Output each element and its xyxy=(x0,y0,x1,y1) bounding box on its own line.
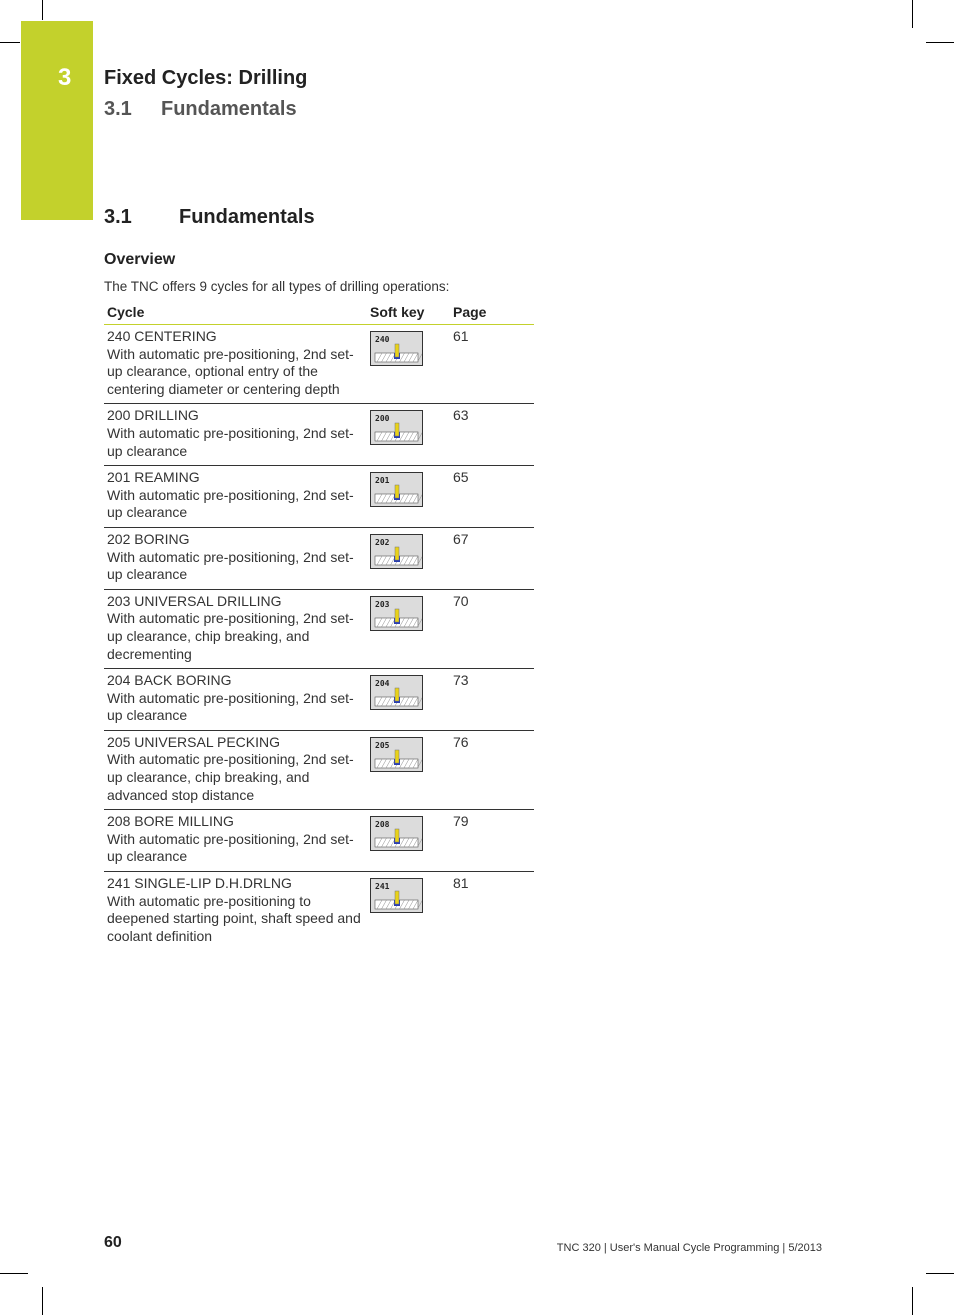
page-cell: 61 xyxy=(450,325,534,404)
cycle-cell xyxy=(104,730,367,809)
table-row xyxy=(104,730,534,809)
cycle-name: 241 SINGLE-LIP D.H.DRLNG xyxy=(107,875,292,892)
page-cell: 81 xyxy=(453,875,469,892)
table-row xyxy=(104,325,534,404)
page-cell: 70 xyxy=(450,589,534,668)
cycle-cell xyxy=(104,669,367,731)
softkey-208[interactable] xyxy=(370,816,423,851)
drill-cycle-icon xyxy=(371,738,422,771)
drill-cycle-icon xyxy=(371,879,422,912)
cycle-description: With automatic pre-positioning, 2nd set-up clearance xyxy=(107,548,354,583)
softkey-label: 201 xyxy=(375,476,390,486)
cycles-table xyxy=(104,302,534,950)
header-page: Page xyxy=(450,302,534,325)
table-header-row xyxy=(104,302,534,325)
crop-mark xyxy=(0,42,20,43)
drill-cycle-icon xyxy=(371,676,422,709)
softkey-202[interactable] xyxy=(370,534,423,569)
drill-cycle-icon xyxy=(371,332,422,365)
chapter-section-heading xyxy=(104,98,297,121)
tool-shape xyxy=(395,485,399,498)
cycle-description: With automatic pre-positioning, 2nd set-up clearance xyxy=(107,689,354,724)
softkey-cell xyxy=(367,466,450,528)
cycle-description: With automatic pre-positioning to deepened starting point, shaft speed and coolant definition xyxy=(107,892,361,944)
table-row xyxy=(104,527,534,589)
header-cycle: Cycle xyxy=(104,302,367,325)
softkey-label: 240 xyxy=(375,335,390,344)
tool-shape xyxy=(395,423,399,436)
cycle-cell xyxy=(104,466,367,528)
cycle-description: With automatic pre-positioning, 2nd set-up clearance, chip breaking, and decrementing xyxy=(107,610,354,662)
table-row xyxy=(104,669,534,731)
cycle-description: With automatic pre-positioning, 2nd set-up clearance xyxy=(107,830,354,865)
tool-shape xyxy=(395,609,399,622)
tool-shape xyxy=(395,829,399,842)
softkey-205[interactable] xyxy=(370,737,423,772)
tool-shape xyxy=(395,688,399,701)
softkey-241[interactable] xyxy=(370,878,423,913)
softkey-cell xyxy=(367,404,450,466)
softkey-label: 203 xyxy=(375,599,390,609)
page-cell: 79 xyxy=(450,810,534,872)
cycle-description: With automatic pre-positioning, 2nd set-up clearance, chip breaking, and advanced stop distance xyxy=(107,751,354,803)
crop-mark xyxy=(926,1273,954,1274)
table-row xyxy=(104,404,534,466)
softkey-204[interactable] xyxy=(370,675,423,710)
crop-mark xyxy=(42,0,43,20)
softkey-201[interactable] xyxy=(370,472,423,507)
chapter-title: Fixed Cycles: Drilling xyxy=(104,67,308,89)
cycle-cell xyxy=(104,527,367,589)
tool-shape xyxy=(395,344,399,357)
table-row xyxy=(104,872,534,951)
page-cell: 63 xyxy=(450,404,534,466)
softkey-label: 200 xyxy=(375,414,390,424)
chapter-section-title: Fundamentals xyxy=(161,98,297,120)
cycle-description: With automatic pre-positioning, 2nd set-up clearance xyxy=(107,424,354,459)
chapter-band xyxy=(21,21,93,220)
softkey-240[interactable] xyxy=(370,331,423,366)
page-number: 60 xyxy=(104,1234,122,1251)
chapter-section-number: 3.1 xyxy=(104,98,132,120)
cycle-cell xyxy=(104,872,367,951)
cycle-cell xyxy=(104,325,367,404)
section-title xyxy=(104,206,315,229)
drill-cycle-icon xyxy=(371,473,422,506)
softkey-label: 204 xyxy=(375,679,390,689)
tool-shape xyxy=(395,547,399,560)
crop-mark xyxy=(0,1273,28,1274)
page-cell: 65 xyxy=(450,466,534,528)
page-cell: 73 xyxy=(450,669,534,731)
chapter-number: 3 xyxy=(58,64,72,91)
page-cell: 76 xyxy=(450,730,534,809)
section-title-text: Fundamentals xyxy=(179,206,315,228)
header-softkey: Soft key xyxy=(367,302,450,325)
crop-mark xyxy=(926,42,954,43)
cycle-name: 201 REAMING xyxy=(107,469,200,486)
drill-cycle-icon xyxy=(371,817,422,850)
softkey-cell xyxy=(367,589,450,668)
cycle-description: With automatic pre-positioning, 2nd set-up clearance xyxy=(107,486,354,521)
softkey-cell xyxy=(367,669,450,731)
section-number: 3.1 xyxy=(104,206,132,228)
crop-mark xyxy=(912,1287,913,1315)
intro-text: The TNC offers 9 cycles for all types of drilling operations: xyxy=(104,279,450,294)
softkey-label: 208 xyxy=(375,820,390,830)
cycle-name: 200 DRILLING xyxy=(107,407,199,424)
softkey-cell xyxy=(367,730,450,809)
cycle-description: With automatic pre-positioning, 2nd set-up clearance, optional entry of the centering diameter or centering depth xyxy=(107,345,354,397)
drill-cycle-icon xyxy=(371,535,422,568)
softkey-label: 205 xyxy=(375,740,390,750)
cycle-name: 203 UNIVERSAL DRILLING xyxy=(107,592,282,609)
footer-text: TNC 320 | User's Manual Cycle Programming | 5/2013 xyxy=(556,1242,822,1254)
table-row xyxy=(104,589,534,668)
subsection-title: Overview xyxy=(104,251,176,268)
cycle-name: 205 UNIVERSAL PECKING xyxy=(107,733,280,750)
softkey-cell xyxy=(367,325,450,404)
softkey-label: 241 xyxy=(375,882,390,892)
drill-cycle-icon xyxy=(371,411,422,444)
page-cell: 67 xyxy=(450,527,534,589)
tool-shape xyxy=(395,891,399,904)
softkey-label: 202 xyxy=(375,537,390,547)
softkey-cell xyxy=(367,527,450,589)
crop-mark xyxy=(42,1287,43,1315)
cycle-cell xyxy=(104,810,367,872)
softkey-cell xyxy=(367,872,450,951)
softkey-203[interactable] xyxy=(370,596,423,631)
cycle-name: 202 BORING xyxy=(107,530,190,547)
crop-mark xyxy=(912,0,913,28)
cycle-name: 240 CENTERING xyxy=(107,328,217,344)
drill-cycle-icon xyxy=(371,597,422,630)
tool-shape xyxy=(395,750,399,763)
table-row xyxy=(104,466,534,528)
cycle-name: 204 BACK BORING xyxy=(107,672,232,689)
table-row xyxy=(104,810,534,872)
cycle-name: 208 BORE MILLING xyxy=(107,813,234,830)
softkey-cell xyxy=(367,810,450,872)
cycle-cell xyxy=(104,589,367,668)
softkey-200[interactable] xyxy=(370,410,423,445)
cycle-cell xyxy=(104,404,367,466)
